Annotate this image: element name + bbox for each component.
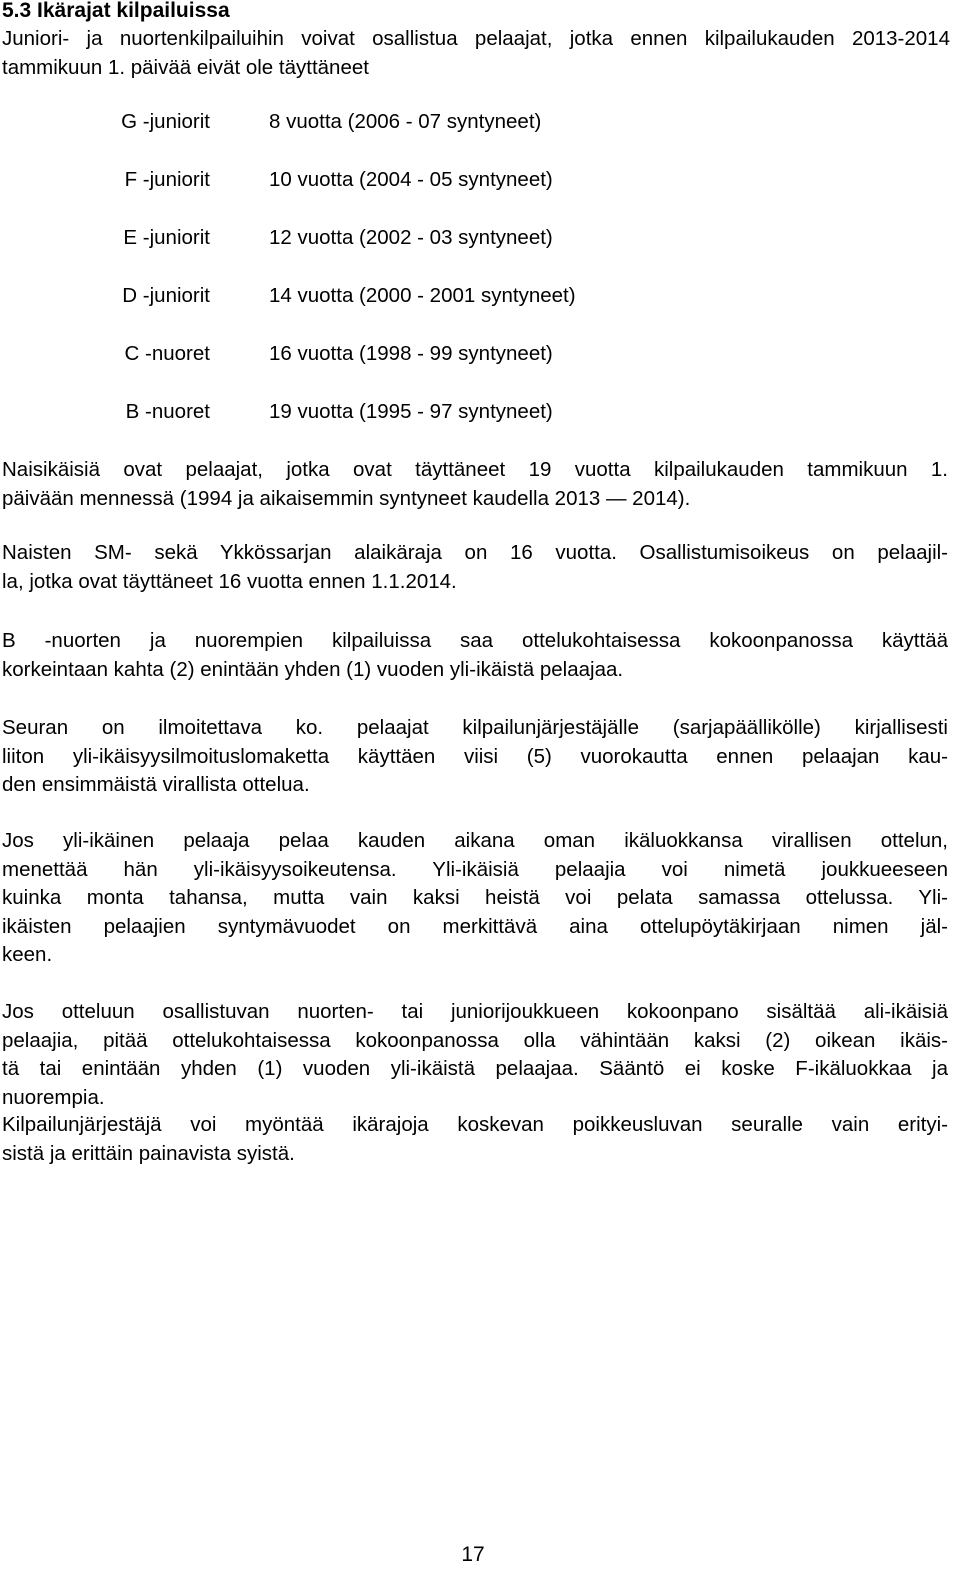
age-limit-value: 8 vuotta (2006 - 07 syntyneet)	[269, 110, 542, 133]
text-line: nuorempia.	[2, 1085, 105, 1109]
age-limit-row	[0, 166, 960, 224]
age-group-label: B -nuoret	[125, 400, 210, 423]
text-line: Seuran on ilmoitettava ko. pelaajat kilpailunjärjestäjälle (sarjapäällikölle) kirjallisesti	[2, 716, 948, 739]
age-group-label: E -juniorit	[123, 226, 210, 249]
text-line: Jos otteluun osallistuvan nuorten- tai juniorijoukkueen kokoonpano sisältää ali-ikäisiä	[2, 1000, 948, 1023]
page-number: 17	[461, 1543, 485, 1566]
paragraph-senior-age	[2, 456, 948, 513]
text-line: sistä ja erittäin painavista syistä.	[2, 1141, 295, 1165]
age-limit-value: 10 vuotta (2004 - 05 syntyneet)	[269, 168, 553, 191]
text-line: pelaajia, pitää ottelukohtaisessa kokoonpanossa olla vähintään kaksi (2) oikean ikäis-	[2, 1028, 948, 1052]
paragraph-overage-eligibility	[2, 827, 948, 970]
age-group-label: F -juniorit	[124, 168, 210, 191]
age-limit-row	[0, 398, 960, 456]
text-line: la, jotka ovat täyttäneet 16 vuotta ennen 1.1.2014.	[2, 569, 457, 593]
section-heading: 5.3 Ikärajat kilpailuissa	[2, 0, 230, 22]
text-line: kuinka monta tahansa, mutta vain kaksi heistä voi pelata samassa ottelussa. Yli-	[2, 886, 948, 909]
text-line: liiton yli-ikäisyysilmoituslomaketta käyttäen viisi (5) vuorokautta ennen pelaajan kau-	[2, 744, 948, 768]
text-line: korkeintaan kahta (2) enintään yhden (1) vuoden yli-ikäistä pelaajaa.	[2, 657, 624, 681]
age-limit-row	[0, 224, 960, 282]
text-line: tä tai enintään yhden (1) vuoden yli-ikäistä pelaajaa. Sääntö ei koske F-ikäluokkaa ja	[2, 1057, 948, 1080]
age-limit-row	[0, 340, 960, 398]
paragraph-overage-players	[2, 627, 948, 684]
text-line: Kilpailunjärjestäjä voi myöntää ikärajoja koskevan poikkeusluvan seuralle vain erityi-	[2, 1113, 948, 1136]
age-group-label: D -juniorit	[122, 284, 210, 307]
text-line: päivään mennessä (1994 ja aikaisemmin syntyneet kaudella 2013 — 2014).	[2, 486, 691, 510]
age-group-label: G -juniorit	[121, 110, 210, 133]
age-group-label: C -nuoret	[124, 342, 210, 365]
text-line: Naisikäisiä ovat pelaajat, jotka ovat täyttäneet 19 vuotta kilpailukauden tammikuun 1.	[2, 458, 948, 481]
text-line: keen.	[2, 943, 53, 966]
age-limit-list	[0, 108, 960, 456]
age-limit-value: 12 vuotta (2002 - 03 syntyneet)	[269, 226, 553, 249]
text-line: B -nuorten ja nuorempien kilpailuissa saa ottelukohtaisessa kokoonpanossa käyttää	[2, 629, 948, 652]
text-line: Naisten SM- sekä Ykkössarjan alaikäraja on 16 vuotta. Osallistumisoikeus on pelaajil-	[2, 541, 948, 564]
paragraph-exemptions	[2, 1111, 948, 1168]
paragraph-overage-notification	[2, 714, 948, 800]
text-line: den ensimmäistä virallista ottelua.	[2, 773, 310, 796]
text-line: menettää hän yli-ikäisyysoikeutensa. Yli-ikäisiä pelaajia voi nimetä joukkueeseen	[2, 857, 948, 881]
age-limit-row	[0, 108, 960, 166]
paragraph-underage-players	[2, 998, 948, 1112]
age-limit-value: 16 vuotta (1998 - 99 syntyneet)	[269, 342, 553, 365]
age-limit-row	[0, 282, 960, 340]
age-limit-value: 19 vuotta (1995 - 97 syntyneet)	[269, 400, 553, 423]
paragraph-womens-league-minimum-age	[2, 539, 948, 596]
text-line: Jos yli-ikäinen pelaaja pelaa kauden aikana oman ikäluokkansa virallisen ottelun,	[2, 829, 948, 852]
text-line: ikäisten pelaajien syntymävuodet on merkittävä aina ottelupöytäkirjaan nimen jäl-	[2, 914, 948, 938]
age-limit-value: 14 vuotta (2000 - 2001 syntyneet)	[269, 284, 576, 307]
intro-paragraph: Juniori- ja nuortenkilpailuihin voivat osallistua pelaajat, jotka ennen kilpailukauden 2013-2014 tammikuun 1. päivää eivät ole täyttäneet	[2, 27, 950, 79]
